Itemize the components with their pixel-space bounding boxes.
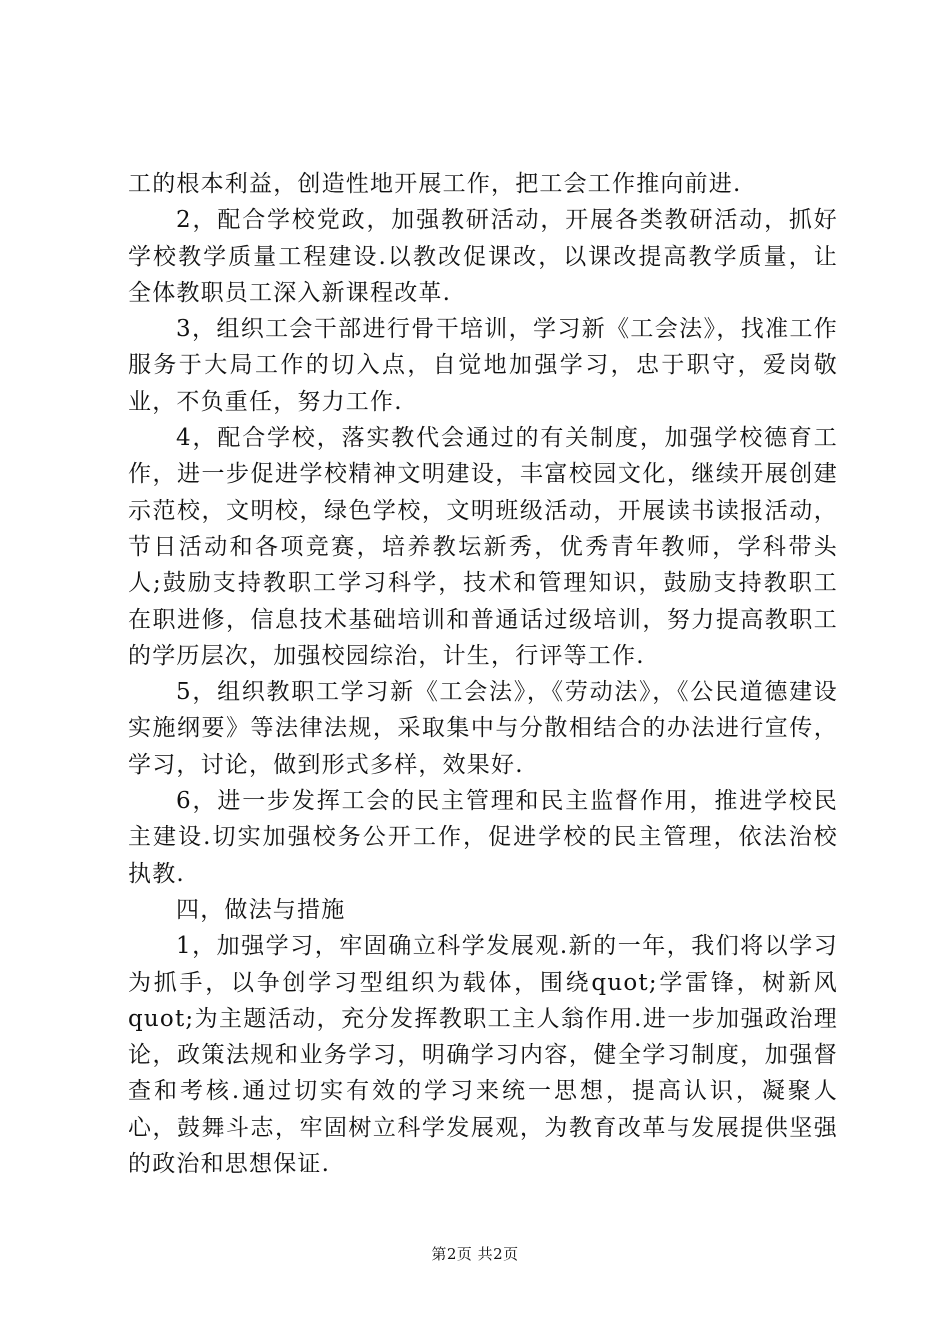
paragraph-continued: 工的根本利益，创造性地开展工作，把工会工作推向前进. — [128, 171, 742, 197]
paragraph-item-3: 3，组织工会干部进行骨干培训，学习新《工会法》，找准工作服务于大局工作的切入点，自觉地加强学习，忠于职守，爱岗敬业，不负重任，努力工作. — [128, 316, 838, 415]
paragraph-item-2: 2，配合学校党政，加强教研活动，开展各类教研活动，抓好学校教学质量工程建设.以教改促课改，以课改提高教学质量，让全体教职员工深入新课程改革. — [128, 207, 838, 306]
paragraph-item-5: 5，组织教职工学习新《工会法》，《劳动法》，《公民道德建设实施纲要》等法律法规，采取集中与分散相结合的办法进行宣传，学习，讨论，做到形式多样，效果好. — [128, 679, 838, 778]
paragraph-measure-1: 1，加强学习，牢固确立科学发展观.新的一年，我们将以学习为抓手，以争创学习型组织为载体，围绕quot;学雷锋，树新风quot;为主题活动，充分发挥教职工主人翁作用.进一步加强政治理论，政策法规和业务学习，明确学习内容，健全学习制度，加强督查和考核.通过切实有效的学习来统一思想，提高认识，凝聚人心，鼓舞斗志，牢固树立科学发展观，为教育改革与发展提供坚强的政治和思想保证. — [128, 933, 838, 1178]
paragraph-item-6: 6，进一步发挥工会的民主管理和民主监督作用，推进学校民主建设.切实加强校务公开工作，促进学校的民主管理，依法治校执教. — [128, 788, 838, 887]
paragraph-item-4: 4，配合学校，落实教代会通过的有关制度，加强学校德育工作，进一步促进学校精神文明建设，丰富校园文化，继续开展创建示范校，文明校，绿色学校，文明班级活动，开展读书读报活动，节日活动和各项竞赛，培养教坛新秀，优秀青年教师，学科带头人;鼓励支持教职工学习科学，技术和管理知识，鼓励支持教职工在职进修，信息技术基础培训和普通话过级培训，努力提高教职工的学历层次，加强校园综治，计生，行评等工作. — [128, 425, 838, 669]
page-number-footer: 第2页 共2页 — [431, 1245, 519, 1263]
section-heading: 四，做法与措施 — [176, 896, 346, 923]
document-body — [128, 166, 838, 1182]
